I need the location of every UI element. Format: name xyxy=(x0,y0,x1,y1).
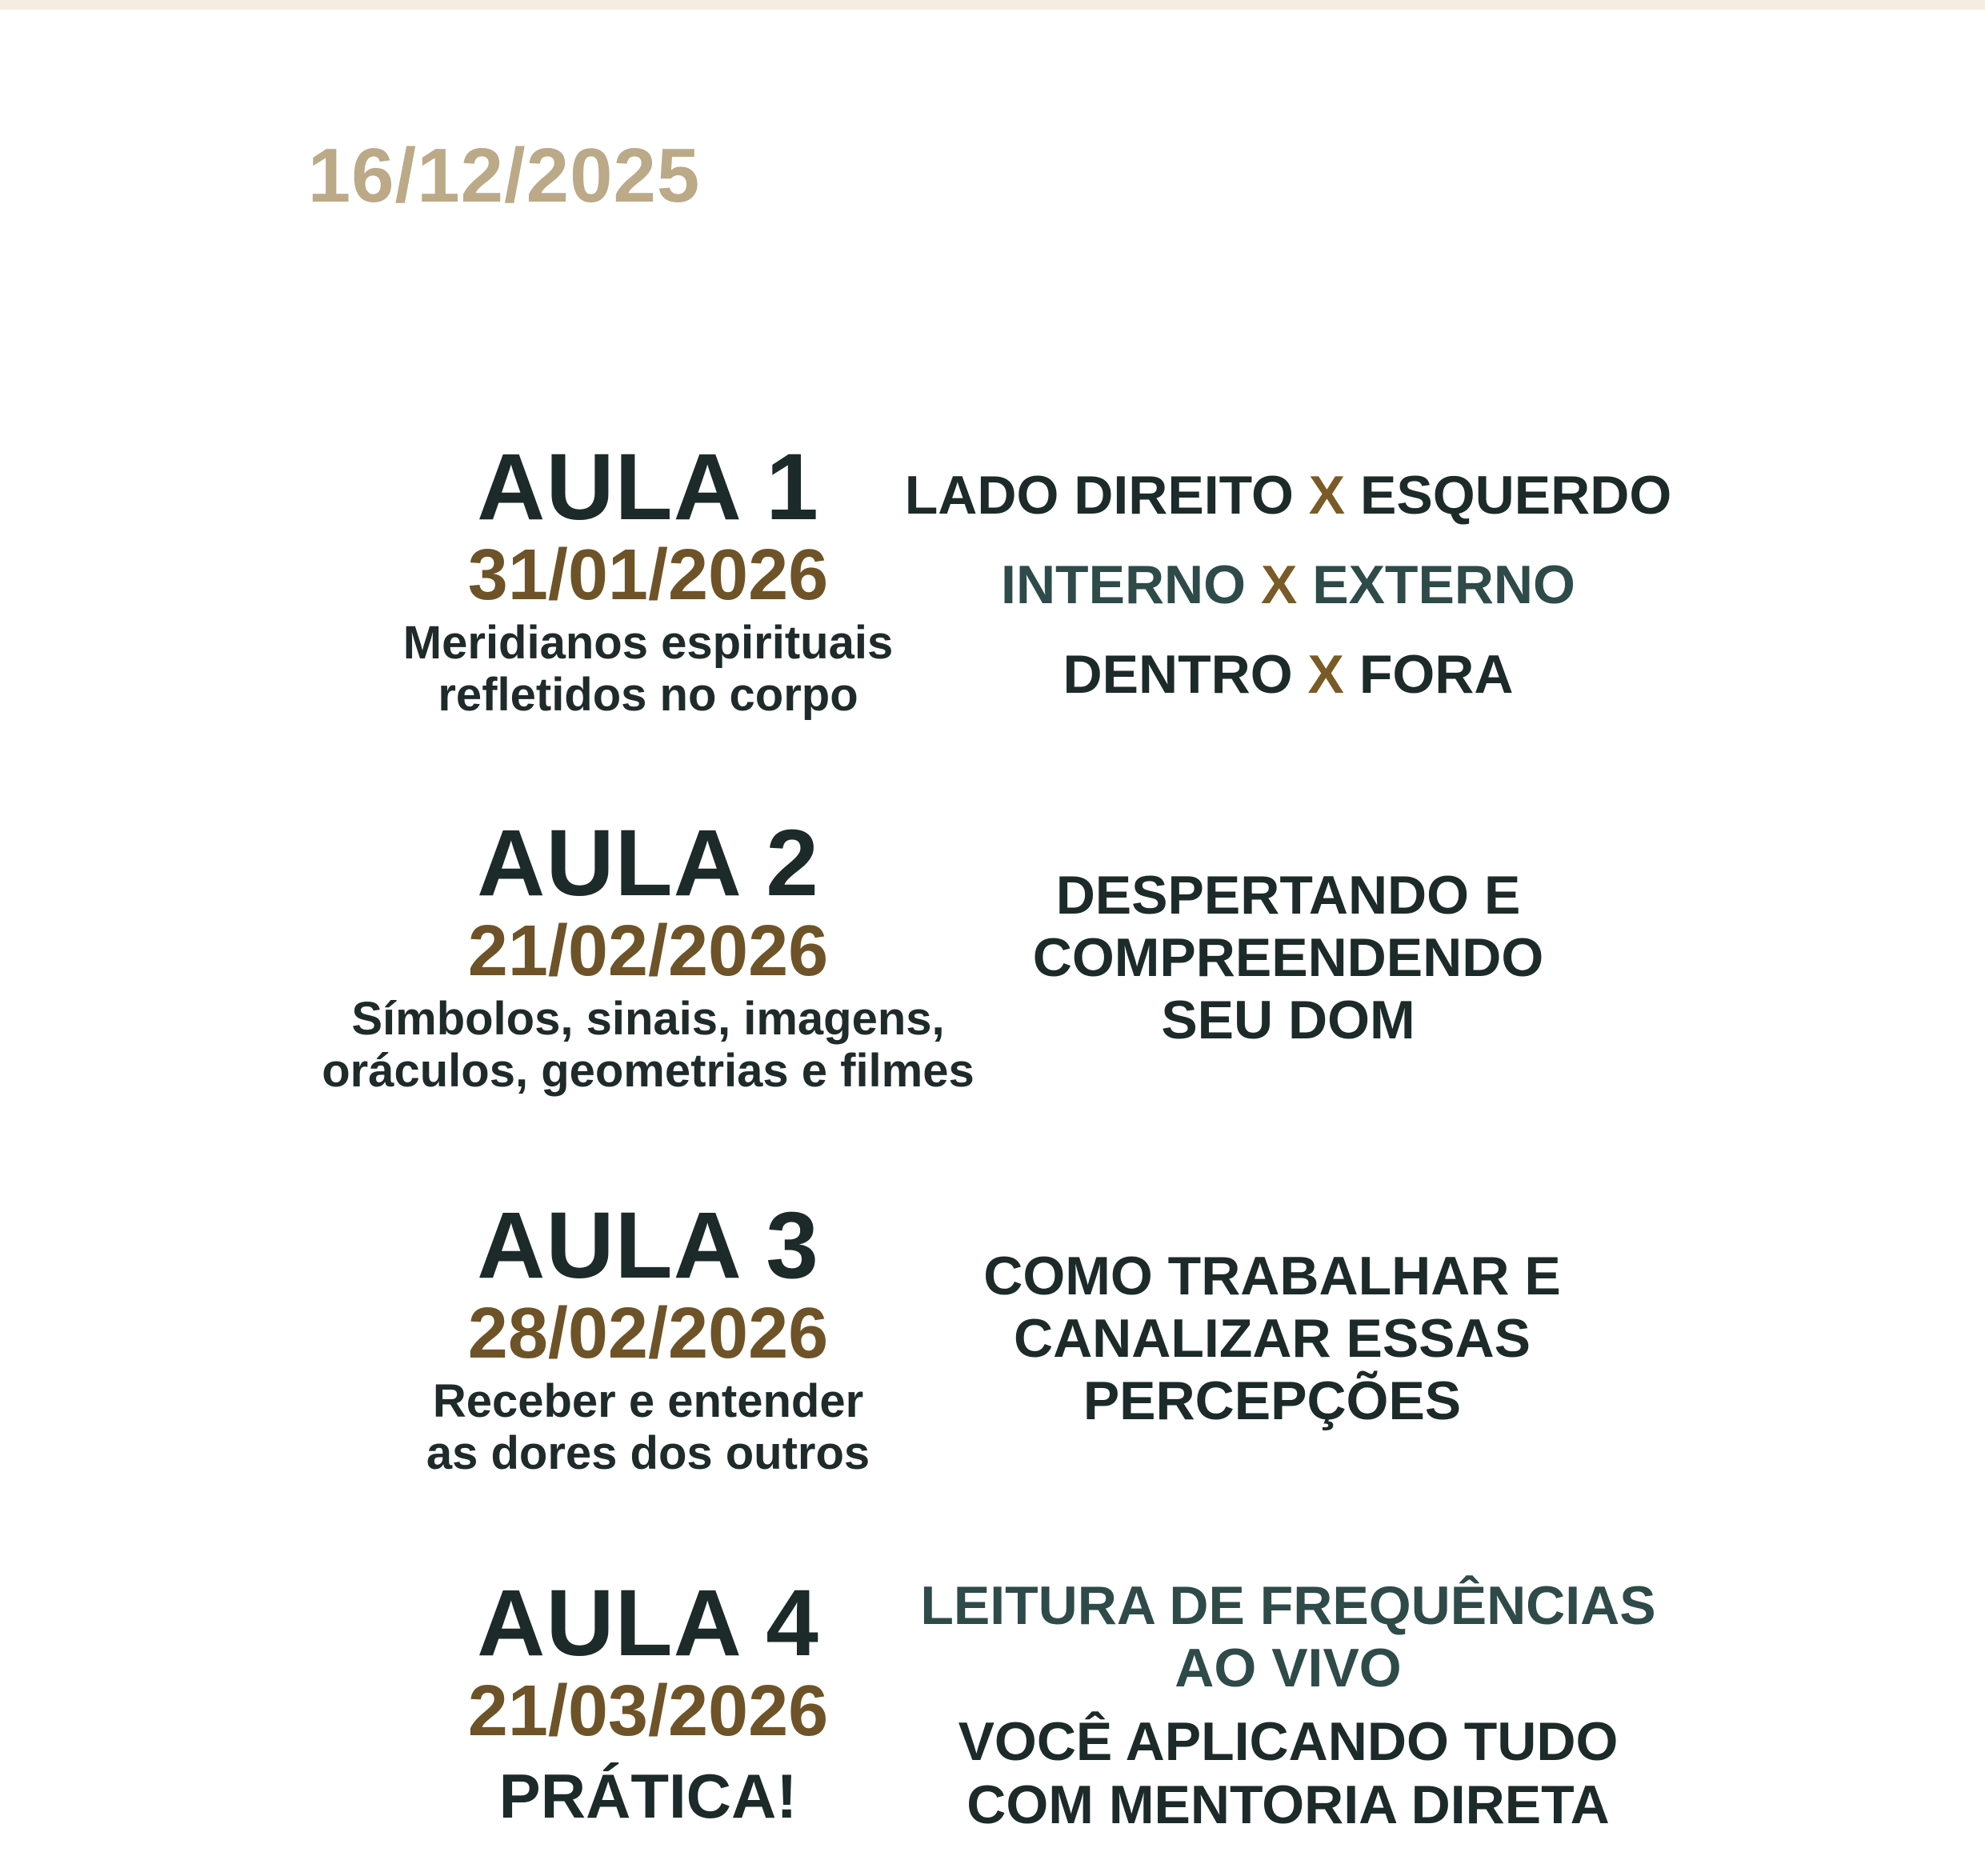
lesson-title: AULA 1 xyxy=(477,434,819,540)
lesson-description-line: as dores dos outros xyxy=(426,1426,870,1479)
topic-separator: X xyxy=(1260,554,1298,615)
lesson-description-line: Receber e entender xyxy=(432,1375,864,1427)
lesson-2-topics xyxy=(880,864,1696,1052)
topic-text: LADO DIREITO xyxy=(904,465,1294,526)
topic-text: INTERNO xyxy=(1001,554,1247,615)
lesson-1-topics xyxy=(880,465,1696,705)
lesson-description-line: Meridianos espirituais xyxy=(402,617,894,669)
topic-line: SEU DOM xyxy=(1161,990,1415,1051)
topic-line: VOCÊ APLICANDO TUDO xyxy=(958,1711,1619,1773)
lesson-description-line: refletidos no corpo xyxy=(438,668,858,721)
topic-text: EXTERNO xyxy=(1312,554,1575,615)
lesson-date: 21/02/2026 xyxy=(467,911,829,991)
lesson-date: 31/01/2026 xyxy=(467,535,829,615)
topic-line: COM MENTORIA DIRETA xyxy=(966,1774,1610,1835)
lesson-date: 28/02/2026 xyxy=(467,1294,829,1374)
topic-text: ESQUERDO xyxy=(1360,465,1672,526)
topic-line: PERCEPÇÕES xyxy=(1083,1370,1462,1432)
preview-date: 16/12/2025 xyxy=(307,133,701,218)
lesson-4-topics xyxy=(880,1574,1696,1836)
lesson-description-line: Símbolos, sinais, imagens, xyxy=(351,993,945,1045)
topic-line xyxy=(880,554,1696,615)
lesson-title: AULA 3 xyxy=(477,1193,819,1298)
topic-line: AO VIVO xyxy=(1175,1638,1402,1699)
topic-line: COMO TRABALHAR E xyxy=(983,1246,1561,1306)
top-band xyxy=(0,0,1985,10)
lesson-3-topics xyxy=(864,1245,1680,1433)
topic-line: LEITURA DE FREQUÊNCIAS xyxy=(920,1575,1656,1636)
lesson-title: AULA 2 xyxy=(477,810,819,916)
lesson-date: 21/03/2026 xyxy=(467,1671,829,1751)
topic-line xyxy=(880,465,1696,526)
lesson-description-line: oráculos, geometrias e filmes xyxy=(322,1044,974,1097)
topic-line: COMPREENDENDO xyxy=(1032,927,1544,989)
topic-text: FORA xyxy=(1359,644,1514,705)
topic-line: DESPERTANDO E xyxy=(1055,865,1521,926)
topic-line xyxy=(880,644,1696,705)
topic-separator: X xyxy=(1308,465,1346,526)
topic-separator: X xyxy=(1307,644,1344,705)
topic-text: DENTRO xyxy=(1063,644,1293,705)
topic-line: CANALIZAR ESSAS xyxy=(1013,1308,1531,1370)
lesson-title: AULA 4 xyxy=(477,1570,819,1676)
lesson-practice-label: PRÁTICA! xyxy=(498,1761,798,1831)
